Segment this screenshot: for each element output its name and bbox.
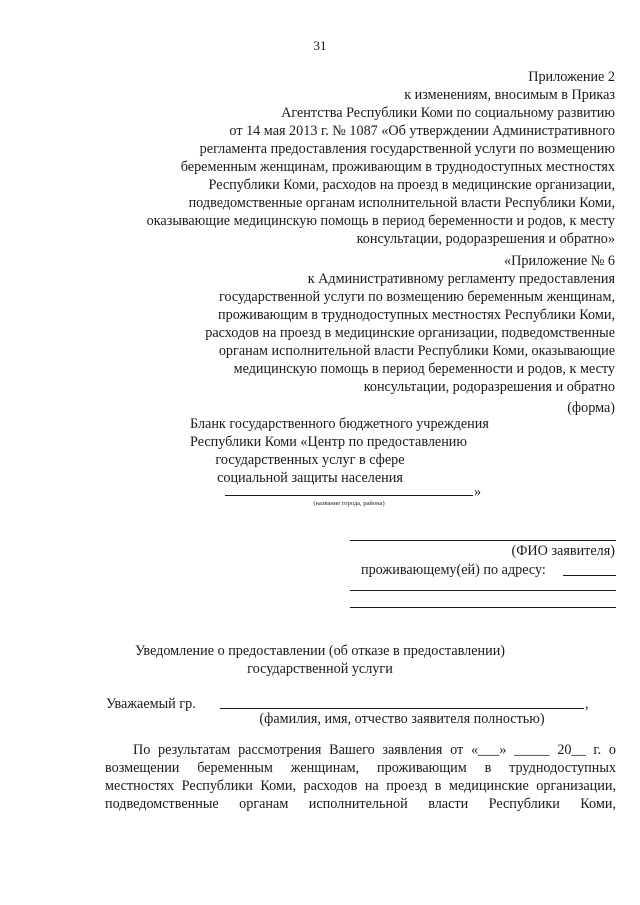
blank-line: государственных услуг в сфере xyxy=(215,452,405,468)
body-paragraph xyxy=(105,741,616,759)
form-label: (форма) xyxy=(567,400,615,416)
appendix-6-line: медицинскую помощь в период беременности и родов, к месту xyxy=(233,361,615,377)
notice-title-line: Уведомление о предоставлении (об отказе в предоставлении) xyxy=(134,643,506,659)
appendix-2-line: от 14 мая 2013 г. № 1087 «Об утверждении Административного xyxy=(229,123,615,139)
appendix-6-line: «Приложение № 6 xyxy=(504,253,615,269)
fio-label: (ФИО заявителя) xyxy=(511,543,615,559)
appendix-2-line: Приложение 2 xyxy=(528,69,615,85)
appendix-2-line: регламента предоставления государственной услуги по возмещению xyxy=(199,141,615,157)
appendix-2-line: к изменениям, вносимым в Приказ xyxy=(404,87,615,103)
appendix-6-line: расходов на проезд в медицинские организации, подведомственные xyxy=(205,325,615,341)
appendix-6-line: проживающим в труднодоступных местностях Республики Коми, xyxy=(218,307,615,323)
body-line: местностях Республики Коми, расходов на проезд в медицинские организации, xyxy=(105,778,616,794)
appendix-6-line: органам исполнительной власти Республики Коми, оказывающие xyxy=(218,343,615,359)
page-number: 31 xyxy=(313,38,327,53)
appendix-2-line: беременным женщинам, проживающим в труднодоступных местностях xyxy=(180,159,615,175)
blank-line: Бланк государственного бюджетного учреждения xyxy=(190,416,489,432)
appendix-6-line: консультации, родоразрешения и обратно xyxy=(363,379,615,395)
appendix-6-header xyxy=(205,252,615,396)
appendix-2-line: подведомственные органам исполнительной власти Республики Коми, xyxy=(188,195,615,211)
appendix-2-header xyxy=(147,68,615,248)
greeting-label: Уважаемый гр. xyxy=(106,696,196,712)
body-line: подведомственные органам исполнительной власти Республики Коми, xyxy=(105,796,616,812)
body-line: возмещении беременным женщинам, проживающим в труднодоступных xyxy=(105,760,616,776)
fio-line xyxy=(350,540,616,541)
address-label: проживающему(ей) по адресу: xyxy=(361,562,546,578)
appendix-2-line: оказывающие медицинскую помощь в период беременности и родов, к месту xyxy=(146,213,615,229)
appendix-6-line: государственной услуги по возмещению беременным женщинам, xyxy=(218,289,615,305)
greeting-comma: , xyxy=(585,696,589,712)
applicant-name-line xyxy=(220,708,584,709)
appendix-2-line: консультации, родоразрешения и обратно» xyxy=(356,231,615,247)
blank-line: социальной защиты населения xyxy=(217,470,403,486)
blank-closing-quote: » xyxy=(474,484,482,500)
address-line-3 xyxy=(350,607,616,608)
blank-line: Республики Коми «Центр по предоставлению xyxy=(190,434,467,450)
address-line-1 xyxy=(563,575,616,576)
appendix-6-line: к Административному регламенту предоставления xyxy=(307,271,615,287)
appendix-2-line: Агентства Республики Коми по социальному развитию xyxy=(281,105,615,121)
notice-title xyxy=(0,642,640,678)
appendix-2-line: Республики Коми, расходов на проезд в медицинские организации, xyxy=(208,177,615,193)
city-name-line xyxy=(225,495,473,496)
greeting-caption: (фамилия, имя, отчество заявителя полностью) xyxy=(259,711,545,727)
body-paragraph-cont xyxy=(105,759,616,813)
body-line: По результатам рассмотрения Вашего заявления от «___» _____ 20__ г. о xyxy=(133,742,616,758)
city-caption: (название города, района) xyxy=(313,500,385,507)
institution-blank xyxy=(190,415,489,487)
address-line-2 xyxy=(350,590,616,591)
notice-title-line: государственной услуги xyxy=(247,661,393,677)
